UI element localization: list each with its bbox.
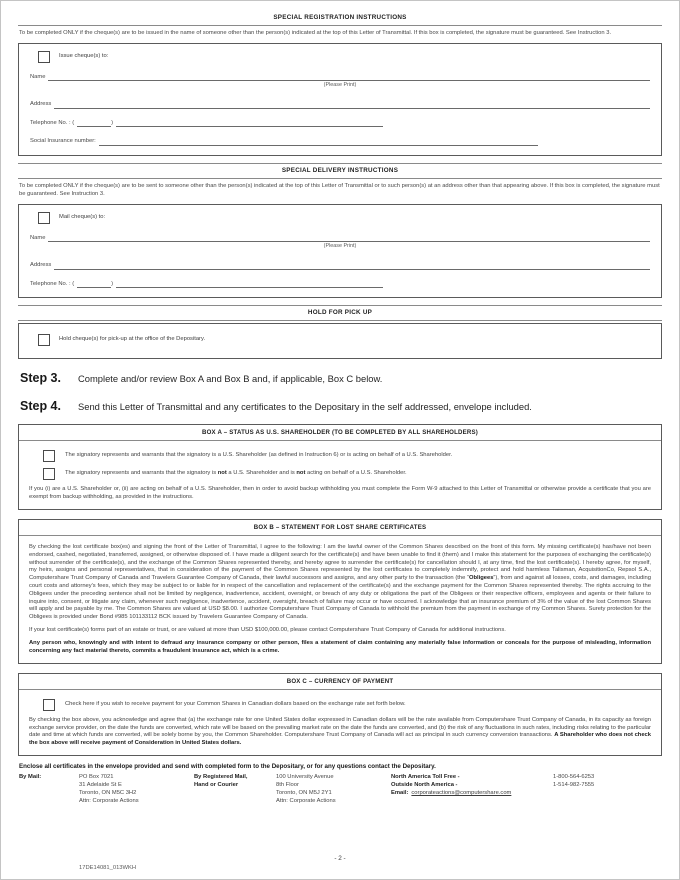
courier-address-column [276,774,381,805]
option2-not-bold: not [217,470,227,477]
step-3-text: Complete and/or review Box A and Box B and, if applicable, Box C below. [78,373,383,385]
outside-north-america-label: Outside North America - [391,782,458,789]
email-label: Email: [391,789,409,796]
box-c-title: BOX C – CURRENCY OF PAYMENT [19,674,661,690]
delivery-name-input-line[interactable] [48,235,650,242]
delivery-telephone-paren: ) [111,280,114,287]
registration-area-code-input-line[interactable] [77,120,111,127]
special-delivery-intro: To be completed ONLY if the cheque(s) are to be sent to someone other than the person(s) indicated at the top of this Letter of Transmittal or to such person(s) at an address other than that appearing above. If this box is completed, the signature must be guaranteed. See Instruction 3. [19,182,660,197]
box-b-body [19,536,661,663]
delivery-telephone-label: Telephone No. : ( [30,280,75,287]
courier-address-line: 8th Floor [276,782,299,789]
courier-address-line: 100 University Avenue [276,774,334,781]
registration-name-row [30,74,650,82]
registration-telephone-paren: ) [111,119,114,126]
hold-for-pickup-header [18,305,662,321]
hold-cheque-label: Hold cheque(s) for pick-up at the office of the Depositary. [59,336,206,343]
option2-not-bold: not [296,470,306,477]
not-us-shareholder-option [43,468,651,480]
document-code: 17DE14081_013WKH [79,865,137,872]
box-a-title: BOX A – STATUS AS U.S. SHAREHOLDER (TO BE COMPLETED BY ALL SHAREHOLDERS) [19,425,661,441]
courier-label-line: By Registered Mail, [194,774,248,781]
outside-north-america-row [391,782,641,790]
registration-telephone-input-line[interactable] [116,120,383,127]
toll-free-row [391,774,641,782]
box-b-fraud-warning: Any person who, knowingly and with intent to defraud any insurance company or other person, files a statement of claim containing any materially false information or conceals for the purpose of misleading, information concerning any fact material thereto, commits a fraudulent insurance act, which is a crime. [29,639,651,654]
box-a-note: If you (i) are a U.S. Shareholder or, (ii) are acting on behalf of a U.S. Shareholder, then in order to avoid backup withholding you must complete the Form W-9 attached to this Letter of Transmittal or otherwise provide a certificate that you are exempt from backup withholding, as provided in the instructions. [29,486,651,500]
not-us-shareholder-checkbox[interactable] [43,468,55,480]
option2-part: The signatory represents and warrants that the signatory is [65,470,218,477]
box-a-body [19,441,661,509]
registration-telephone-label: Telephone No. : ( [30,119,75,126]
issue-cheque-label: Issue cheque(s) to: [59,52,109,59]
by-mail-label-column [19,774,69,805]
registration-name-label: Name [30,73,46,80]
box-b-note: If your lost certificate(s) forms part of an estate or trust, or are valued at more than USD $100,000.00, please contact Computershare Trust Company of Canada for additional instructions. [29,627,506,634]
box-c-terms-text: By checking the box above, you acknowledge and agree that (a) the exchange rate for one United States dollar expressed in Canadian dollars will be the rate available from Computershare Trust Company of Canada, in its capacity as foreign exchange service provider, on the date the funds are converted, which rate will be based on the prevailing market rate on the date the funds are converted, and (b) the risk of any fluctuations in such rates, including risks relating to the particular date and time at which funds are converted, will be solely borne by you, the Common Shareholder. Computershare Trust Company of Canada will act as principal in such currency conversion transactions. [29,716,651,739]
by-mail-address-line: 31 Adelaide St E [79,782,122,789]
hold-cheque-checkbox[interactable] [38,334,50,346]
by-mail-address-column [79,774,184,805]
email-link[interactable]: corporateactions@computershare.com [411,789,512,796]
delivery-please-print-hint: (Please Print) [323,243,357,250]
box-a [18,424,662,510]
registration-address-label: Address [30,100,52,107]
special-delivery-header [18,163,662,179]
box-c-terms [29,717,651,748]
delivery-address-label: Address [30,261,52,268]
delivery-telephone-row [30,281,383,289]
delivery-telephone-input-line[interactable] [116,281,383,288]
courier-label-column [194,774,266,805]
mail-cheque-row [38,212,650,224]
registration-name-input-line[interactable] [48,74,650,81]
hold-for-pickup-box [18,323,662,359]
issue-cheque-row [38,51,650,63]
delivery-address-row [30,262,650,270]
box-b [18,519,662,664]
special-delivery-box [18,204,662,299]
canadian-dollars-checkbox[interactable] [43,699,55,711]
by-mail-address-line: PO Box 7021 [79,774,114,781]
registration-sin-label: Social Insurance number: [30,138,96,145]
box-b-statement-part: ”), from and against all losses, costs, and damages, including court costs and attorney's fees, which they may be subject to or liable for in respect of the cancellation and replacement of the certificate(s) and the exchange payment for the Common Shares represented thereby. The rights accruing to the Obligees under the preceding sentence shall not be limited by negligence, inadvertence, accident, oversight, or breach of any duty or obligations the part of the Obligees or their respective officers, employees and agents or their failure to inquire into, consent, or litigate any claim, whenever such negligence, inadvertence, accident, oversight, breach of failure may occur or have occurred. I acknowledge that an insurance premium of 3% of the value of the lost Common Shares will apply and be payable by me. The Common Shares are valued at USD $8.00. I authorize Computershare Trust Company of Canada to withhold the premium from the payment in exchange of my Common Shares. Surety protection for the Obligees is provided under Bond #985 101133112 BCK issued by Travelers Guarantee Company of Canada. [29,575,651,621]
email-row [391,790,641,798]
issue-cheque-checkbox[interactable] [38,51,50,63]
courier-address-line: Toronto, ON M5J 2Y1 [276,789,332,796]
footer-instruction: Enclose all certificates in the envelope provided and send with completed form to the Depositary, or for any questions contact the Depositary. [19,763,436,770]
step-4-text: Send this Letter of Transmittal and any certificates to the Depositary in the self addressed, envelope included. [78,401,532,413]
courier-address-line: Attn: Corporate Actions [276,797,336,804]
registration-address-input-line[interactable] [54,102,650,109]
delivery-area-code-input-line[interactable] [77,281,111,288]
by-mail-address-line: Toronto, ON M5C 3H2 [79,789,137,796]
not-us-shareholder-option-text [65,470,407,478]
box-c-terms-bold: A Shareholder who does not check the box above will receive payment of Consideration in United States dollars. [29,732,652,747]
us-shareholder-option-text: The signatory represents and warrants that the signatory is a U.S. Shareholder (as defined in Instruction 6) or is acting on behalf of a U.S. Shareholder. [65,452,453,459]
by-mail-label: By Mail: [19,774,42,781]
courier-label-line: Hand or Courier [194,782,239,789]
special-delivery-title: SPECIAL DELIVERY INSTRUCTIONS [281,167,399,175]
step-3-heading [20,370,660,387]
registration-telephone-row [30,120,383,128]
delivery-name-row [30,235,650,243]
hold-cheque-row [38,334,650,346]
box-b-statement [29,544,651,622]
delivery-name-label: Name [30,234,46,241]
delivery-address-input-line[interactable] [54,263,650,270]
box-b-title: BOX B – STATEMENT FOR LOST SHARE CERTIFICATES [19,520,661,536]
canadian-dollars-option [43,699,651,711]
special-registration-header [18,11,662,26]
box-c-body [19,690,661,755]
special-registration-box [18,43,662,157]
phone-contact-column [391,774,641,805]
us-shareholder-option [43,450,651,462]
hold-for-pickup-title: HOLD FOR PICK UP [307,309,373,317]
box-c [18,673,662,756]
box-b-statement-part: By checking the lost certificate box(es) and signing the front of the Letter of Transmittal, I agree to the following: I am the lawful owner of the Common Shares described on the front of this form. My missing certificate(s) has/have not been endorsed, cashed, negotiated, transferred, assigned, or otherwise disposed of. I have made a diligent search for the certificate(s) and have been unable to find it (them) and I make this statement for the purposes of exchanging the certificate(s) without surrender of the certificate(s), and the exchange of the Common Shares represented thereby, and hereby agree to surrender the certificate(s) for cancellation should I, at any time, find the lost certificate(s). I hereby agree, for myself, my heirs, assigns and personal representatives, that in consideration of the payment of the Common Shares represented by the lost certificates to completely indemnify, protect and hold harmless Talisman, AcquisitionCo, Repsol S.A., Computershare Trust Company of Canada and Travelers Guarantee Company of Canada, their lawful successors and assigns, and any other party to the transaction (the “ [29,543,651,582]
mail-cheque-label: Mail cheque(s) to: [59,213,106,220]
registration-sin-row [30,138,538,146]
option2-part: acting on behalf of a U.S. Shareholder. [305,470,407,477]
step-4-heading [20,398,660,415]
page-number: - 2 - [334,855,346,863]
outside-north-america-number: 1-514-982-7555 [553,782,595,789]
step-4-label: Step 4. [20,399,61,414]
toll-free-label: North America Toll Free - [391,774,460,781]
mail-cheque-checkbox[interactable] [38,212,50,224]
special-registration-intro: To be completed ONLY if the cheque(s) are to be issued in the name of someone other than the person(s) indicated at the top of this Letter of Transmittal. If this box is completed, the signature must be guaranteed. See Instruction 3. [19,29,612,36]
registration-sin-input-line[interactable] [99,139,539,146]
us-shareholder-checkbox[interactable] [43,450,55,462]
depositary-contact-block [19,774,661,805]
toll-free-number: 1-800-564-6253 [553,774,595,781]
canadian-dollars-option-text: Check here if you wish to receive payment for your Common Shares in Canadian dollars based on the exchange rate set forth below. [65,700,406,707]
special-registration-title: SPECIAL REGISTRATION INSTRUCTIONS [273,14,407,21]
registration-address-row [30,101,650,109]
registration-please-print-hint: (Please Print) [323,82,357,89]
obligees-bold: Obligees [468,575,494,582]
step-3-label: Step 3. [20,371,61,386]
option2-part: a U.S. Shareholder and is [226,470,297,477]
by-mail-address-line: Attn: Corporate Actions [79,797,139,804]
